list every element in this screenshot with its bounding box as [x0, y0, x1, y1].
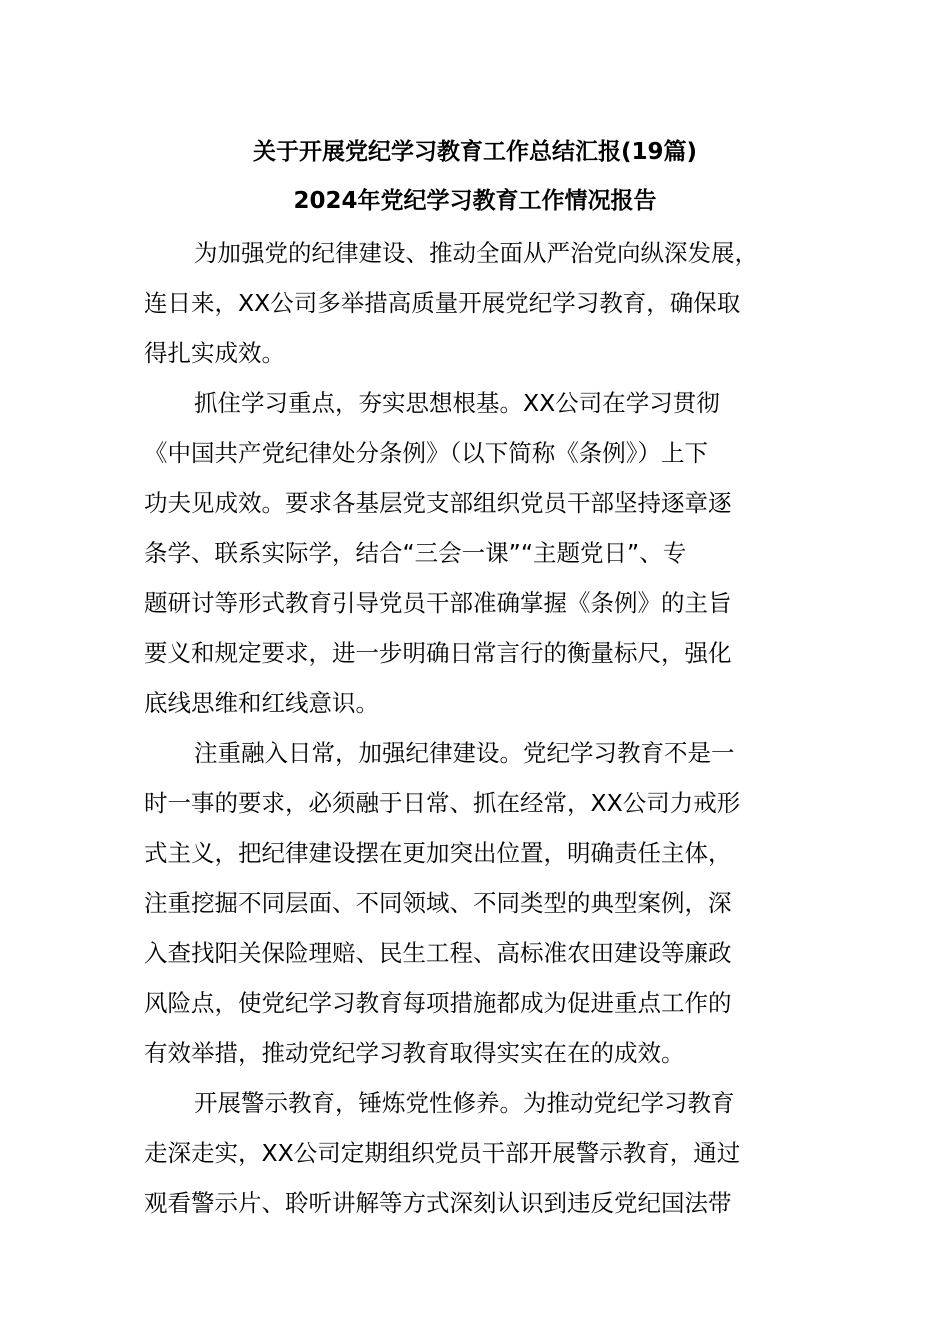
paragraph-line: 《中国共产党纪律处分条例》（以下简称《条例》）上下: [144, 439, 708, 467]
paragraph-line: 抓住学习重点，夯实思想根基。XX公司在学习贯彻: [194, 389, 720, 417]
paragraph-line: 连日来，XX公司多举措高质量开展党纪学习教育，确保取: [144, 289, 741, 317]
paragraph-4: [144, 1078, 806, 1228]
paragraph-line: 时一事的要求，必须融于日常、抓在经常，XX公司力戒形: [144, 789, 741, 817]
paragraph-2: [144, 378, 806, 728]
paragraph-line: 注重挖掘不同层面、不同领域、不同类型的典型案例，深: [144, 889, 732, 917]
paragraph-line: 有效举措，推动党纪学习教育取得实实在在的成效。: [144, 1039, 685, 1067]
document-title: 关于开展党纪学习教育工作总结汇报(19篇): [252, 139, 698, 165]
paragraph-line: 底线思维和红线意识。: [144, 689, 379, 717]
paragraph-line: 观看警示片、聆听讲解等方式深刻认识到违反党纪国法带: [144, 1189, 732, 1217]
paragraph-line: 风险点，使党纪学习教育每项措施都成为促进重点工作的: [144, 989, 732, 1017]
paragraph-1: [144, 228, 806, 378]
paragraph-line: 开展警示教育，锤炼党性修养。为推动党纪学习教育: [194, 1089, 735, 1117]
paragraph-line: 入查找阳关保险理赔、民生工程、高标准农田建设等廉政: [144, 939, 732, 967]
paragraph-line: 走深走实，XX公司定期组织党员干部开展警示教育，通过: [144, 1139, 741, 1167]
document-subtitle: 2024年党纪学习教育工作情况报告: [293, 188, 657, 214]
paragraph-line: 功夫见成效。要求各基层党支部组织党员干部坚持逐章逐: [144, 489, 732, 517]
document-body: [144, 228, 806, 1228]
paragraph-line: 得扎实成效。: [144, 339, 285, 367]
paragraph-line: 式主义，把纪律建设摆在更加突出位置，明确责任主体，: [144, 839, 732, 867]
paragraph-line: 条学、联系实际学，结合“三会一课”“主题党日”、专: [144, 539, 687, 567]
paragraph-line: 题研讨等形式教育引导党员干部准确掌握《条例》的主旨: [144, 589, 732, 617]
paragraph-line: 为加强党的纪律建设、推动全面从严治党向纵深发展，: [194, 239, 758, 267]
paragraph-line: 要义和规定要求，进一步明确日常言行的衡量标尺，强化: [144, 639, 732, 667]
paragraph-line: 注重融入日常，加强纪律建设。党纪学习教育不是一: [194, 739, 735, 767]
paragraph-3: [144, 728, 806, 1078]
